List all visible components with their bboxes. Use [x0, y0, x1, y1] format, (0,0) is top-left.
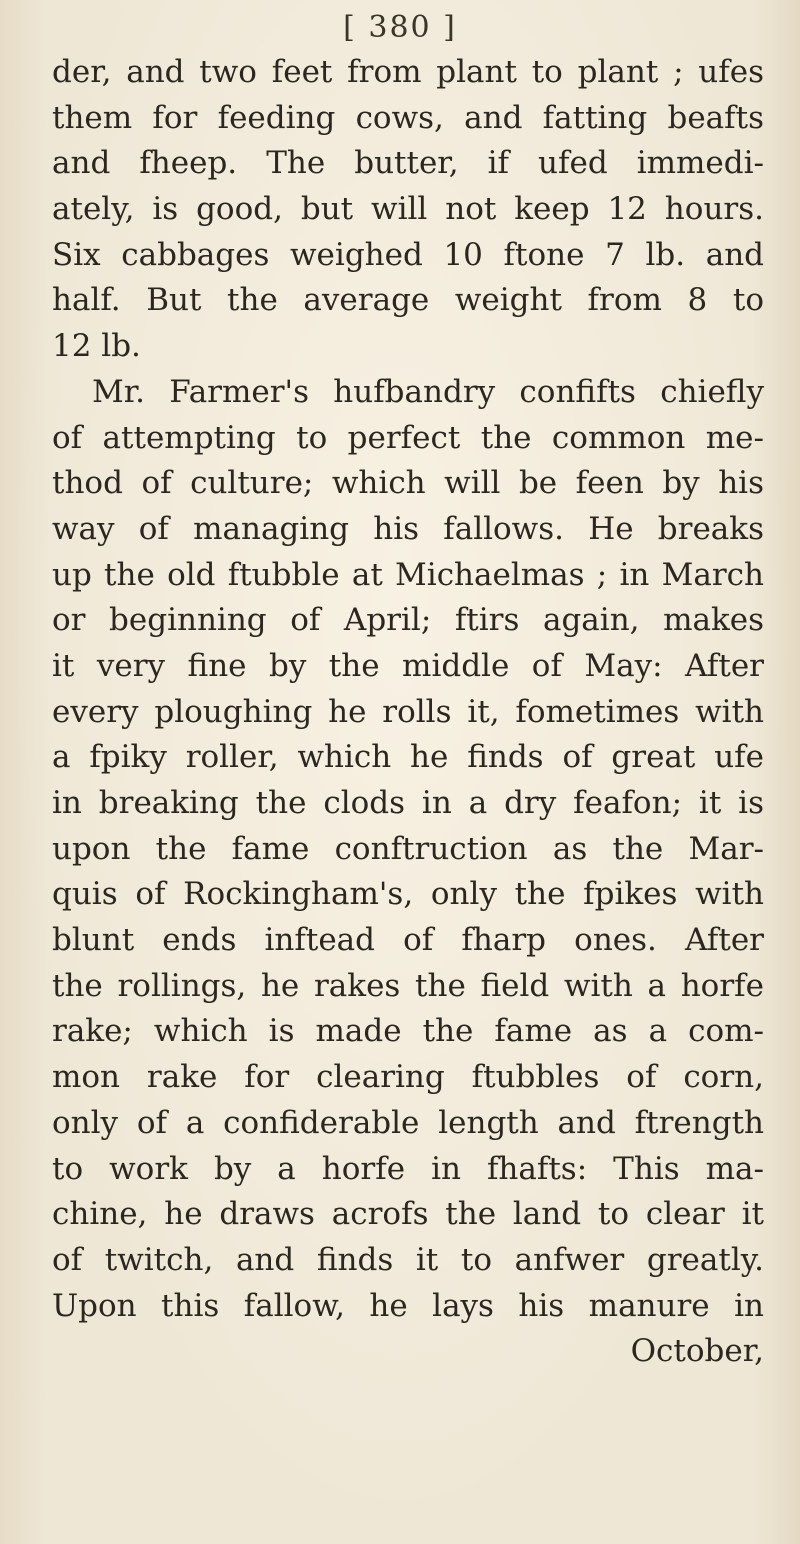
text-line: and fheep. The butter, if ufed immedi- [52, 145, 764, 182]
text-line: to work by a horfe in fhafts: This ma- [52, 1150, 764, 1187]
text-line: blunt ends inftead of fharp ones. After [52, 922, 764, 959]
text-line: Upon this fallow, he lays his manure in [52, 1287, 764, 1324]
text-line: ately, is good, but will not keep 12 hours. [52, 191, 764, 228]
text-line: rake; which is made the fame as a com- [52, 1013, 764, 1050]
text-line: in breaking the clods in a dry feafon; it is [52, 785, 764, 821]
text-line: Six cabbages weighed 10 ftone 7 lb. and [52, 236, 764, 273]
text-line: only of a confiderable length and ftrength [52, 1104, 764, 1141]
text-line: them for feeding cows, and fatting beafts [52, 99, 764, 136]
text-line: Mr. Farmer's hufbandry confifts chiefly [92, 373, 764, 410]
text-line: der, and two feet from plant to plant ; ufes [52, 54, 764, 90]
page-number: [ 380 ] [343, 10, 457, 45]
text-line: of attempting to perfect the common me- [52, 419, 764, 456]
text-line: the rollings, he rakes the field with a horfe [52, 967, 764, 1004]
text-line: or beginning of April; ftirs again, makes [52, 602, 764, 639]
catchword: October, [630, 1333, 764, 1370]
text-line: upon the fame conftruction as the Mar- [52, 830, 764, 867]
text-line: thod of culture; which will be feen by his [52, 465, 764, 502]
text-line: a fpiky roller, which he finds of great ufe [52, 739, 764, 776]
text-line: of twitch, and finds it to anfwer greatly. [52, 1241, 764, 1278]
text-line: chine, he draws acrofs the land to clear it [52, 1196, 764, 1233]
text-line: way of managing his fallows. He breaks [52, 510, 764, 547]
text-line: mon rake for clearing ftubbles of corn, [52, 1059, 764, 1096]
text-line: half. But the average weight from 8 to [52, 282, 764, 319]
text-line: up the old ftubble at Michaelmas ; in March [52, 556, 764, 593]
text-line: it very fine by the middle of May: After [52, 647, 764, 684]
text-line: quis of Rockingham's, only the fpikes with [52, 876, 764, 913]
text-line: every ploughing he rolls it, fometimes with [52, 693, 764, 730]
body-text [52, 50, 764, 1375]
text-line: 12 lb. [52, 328, 141, 365]
